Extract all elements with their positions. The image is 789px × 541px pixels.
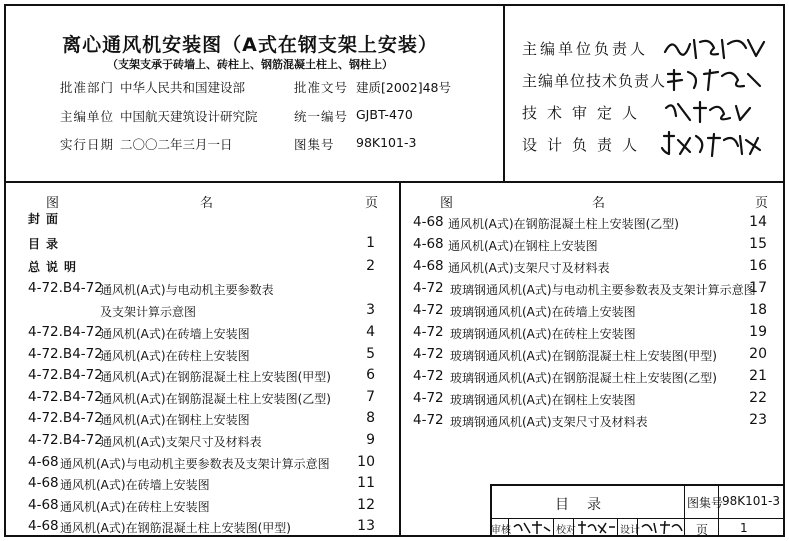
- item-code: 4-72: [413, 280, 444, 296]
- item-code: 4-72.B4-72: [28, 345, 103, 362]
- item-code: 4-72.B4-72: [28, 410, 103, 427]
- item-page: 18: [749, 302, 767, 318]
- item-name: 通风机(A式)在钢柱上安装图: [448, 239, 598, 253]
- item-page: 21: [749, 368, 767, 384]
- item-page: 3: [366, 302, 375, 318]
- item-code: 4-68: [28, 475, 59, 492]
- item-page: 10: [357, 453, 375, 470]
- item-name: 玻璃钢通风机(A式)在砖墙上安装图: [450, 305, 636, 319]
- item-page: 22: [749, 390, 767, 406]
- item-page: 1: [366, 235, 375, 251]
- page-value: 1: [740, 521, 748, 535]
- item-code: 4-72.B4-72: [28, 280, 103, 296]
- left-col-title: 图: [46, 196, 60, 211]
- tech-reviewer-label: 技术审定人: [522, 104, 648, 122]
- left-col-page: 页: [365, 196, 379, 211]
- item-page: 20: [749, 346, 767, 362]
- item-name: 通风机(A式)在钢筋混凝土柱上安装图(乙型): [100, 391, 331, 406]
- item-code: 4-68: [28, 453, 59, 470]
- chief-tech-head-label: 主编单位技术负责人: [522, 72, 667, 90]
- item-name: 通风机(A式)在钢筋混凝土柱上安装图(甲型): [60, 521, 291, 536]
- item-code: 4-72.B4-72: [28, 388, 103, 405]
- editor-unit-value: 中国航天建筑设计研究院: [120, 109, 258, 124]
- item-name: 玻璃钢通风机(A式)在钢筋混凝土柱上安装图(乙型): [450, 371, 717, 385]
- item-page: 9: [366, 432, 375, 448]
- item-name: 通风机(A式)在钢筋混凝土柱上安装图(乙型): [448, 217, 679, 231]
- item-page: 14: [749, 214, 767, 230]
- item-page: 17: [749, 280, 767, 296]
- item-page: 16: [749, 258, 767, 274]
- item-name: 玻璃钢通风机(A式)在砖柱上安装图: [450, 327, 636, 341]
- signature-2: [660, 66, 770, 94]
- check-signature: [576, 519, 616, 535]
- item-name: 通风机(A式)与电动机主要参数表及支架计算示意图: [60, 456, 330, 471]
- right-col-page: 页: [755, 196, 769, 211]
- item-code: 4-68: [413, 258, 444, 274]
- approve-doc-label: 批准文号: [294, 80, 349, 95]
- item-code: 4-68: [28, 496, 59, 513]
- item-code: 4-72.B4-72: [28, 367, 103, 384]
- effective-date-value: 二〇〇二年三月一日: [120, 137, 233, 152]
- item-page: 23: [749, 412, 767, 428]
- item-page: 13: [357, 518, 375, 535]
- item-code: 4-72: [413, 302, 444, 318]
- document-subtitle: （支架支承于砖墙上、砖柱上、钢筋混凝土柱上、钢柱上）: [107, 58, 393, 71]
- item-name: 通风机(A式)在砖墙上安装图: [100, 327, 250, 341]
- item-name: 总说明: [28, 260, 83, 274]
- item-code: 4-72: [413, 412, 444, 428]
- item-name: 玻璃钢通风机(A式)支架尺寸及材料表: [450, 415, 648, 429]
- header-vertical-divider: [503, 4, 505, 182]
- editor-unit-label: 主编单位: [60, 109, 115, 124]
- item-code: 4-72.B4-72: [28, 432, 103, 448]
- item-name: 通风机(A式)在砖柱上安装图: [100, 348, 250, 363]
- item-page: 19: [749, 324, 767, 340]
- table-center-divider: [399, 182, 401, 537]
- item-name: 通风机(A式)在砖墙上安装图: [60, 478, 210, 493]
- design-label: 设计: [620, 525, 640, 536]
- item-page: 7: [366, 388, 375, 405]
- signature-1: [660, 34, 770, 62]
- atlas-no-value: 98K101-3: [356, 135, 417, 150]
- item-name: 及支架计算示意图: [100, 305, 197, 319]
- check-label: 校对: [556, 525, 576, 536]
- item-name: 通风机(A式)在钢柱上安装图: [100, 413, 250, 428]
- item-page: 11: [357, 475, 375, 492]
- item-code: 4-72: [413, 368, 444, 384]
- review-label: 审核: [491, 525, 511, 536]
- header-divider: [4, 181, 785, 183]
- item-name: 通风机(A式)支架尺寸及材料表: [448, 261, 610, 275]
- unified-no-value: GJBT-470: [356, 107, 413, 122]
- item-name: 通风机(A式)支架尺寸及材料表: [100, 435, 262, 449]
- item-name: 通风机(A式)与电动机主要参数表: [100, 283, 274, 297]
- chief-unit-head-label: 主编单位负责人: [522, 40, 649, 58]
- document-title: 离心通风机安装图（A式在钢支架上安装）: [62, 34, 438, 56]
- item-code: 4-72: [413, 324, 444, 340]
- page-label: 页: [696, 523, 709, 537]
- item-code: 4-68: [28, 518, 59, 535]
- item-code: 4-72: [413, 346, 444, 362]
- item-name: 目录: [28, 237, 65, 251]
- item-page: 5: [366, 345, 375, 362]
- item-code: 4-68: [413, 214, 444, 230]
- approve-dept-label: 批准部门: [60, 80, 115, 95]
- item-name: 封面: [28, 212, 65, 226]
- design-signature: [640, 519, 684, 535]
- effective-date-label: 实行日期: [60, 137, 115, 152]
- item-name: 通风机(A式)在砖柱上安装图: [60, 499, 210, 514]
- atlas-no-label: 图集号: [294, 137, 335, 152]
- item-page: 8: [366, 410, 375, 427]
- atlas-value: 98K101-3: [722, 494, 781, 508]
- item-code: 4-72: [413, 390, 444, 406]
- item-name: 玻璃钢通风机(A式)在钢筋混凝土柱上安装图(甲型): [450, 349, 717, 363]
- item-page: 12: [357, 496, 375, 513]
- item-code: 4-72.B4-72: [28, 324, 103, 340]
- atlas-label: 图集号: [687, 496, 724, 510]
- right-col-name: 名: [592, 196, 606, 211]
- review-signature: [512, 519, 552, 535]
- title-block-name: 目录: [555, 497, 619, 513]
- design-head-label: 设计负责人: [522, 136, 648, 154]
- item-page: 4: [366, 324, 375, 340]
- item-name: 通风机(A式)在钢筋混凝土柱上安装图(甲型): [100, 370, 331, 385]
- left-col-name: 名: [200, 196, 214, 211]
- approve-doc-value: 建质[2002]48号: [356, 80, 451, 95]
- item-code: 4-68: [413, 236, 444, 252]
- item-page: 15: [749, 236, 767, 252]
- unified-no-label: 统一编号: [294, 109, 349, 124]
- signature-4: [660, 130, 770, 158]
- right-col-title: 图: [440, 196, 454, 211]
- item-name: 玻璃钢通风机(A式)在钢柱上安装图: [450, 393, 636, 407]
- item-page: 2: [366, 258, 375, 274]
- signature-3: [660, 98, 770, 126]
- approve-dept-value: 中华人民共和国建设部: [120, 80, 246, 95]
- item-name: 玻璃钢通风机(A式)与电动机主要参数表及支架计算示意图: [450, 283, 756, 297]
- item-page: 6: [366, 367, 375, 384]
